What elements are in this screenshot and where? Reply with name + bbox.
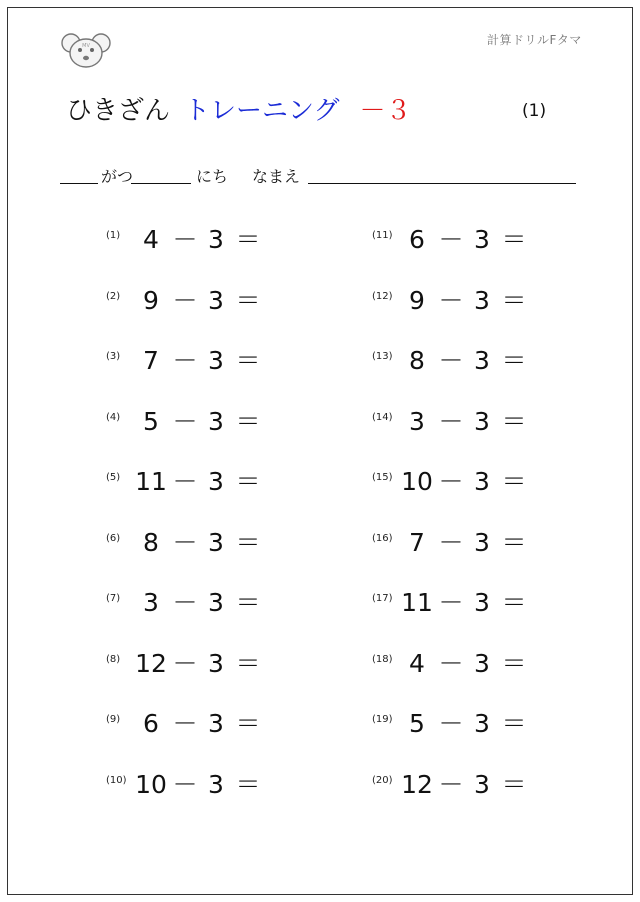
problem-number: (17) (372, 593, 393, 604)
problem-expression (399, 281, 531, 317)
problem-number: (13) (372, 351, 393, 362)
problem-number: (18) (372, 653, 393, 665)
problem-number: (10) (106, 774, 127, 786)
problem-number: (16) (372, 532, 393, 544)
problem-expression (133, 341, 265, 377)
problem-row (372, 462, 549, 496)
answer-space[interactable] (267, 281, 327, 311)
first-operand: 11 (135, 467, 167, 496)
problem-number: (2) (106, 290, 121, 302)
answer-space[interactable] (533, 583, 593, 613)
equals-sign: ＝ (501, 527, 527, 557)
problem-expression (399, 704, 531, 740)
problem-expression (133, 402, 265, 438)
problem-number: (11) (372, 230, 393, 241)
second-operand: 3 (208, 588, 224, 617)
second-operand: 3 (474, 527, 490, 557)
first-operand: 5 (409, 709, 425, 738)
equals-sign: ＝ (235, 225, 261, 254)
first-operand: 3 (409, 406, 425, 436)
minus-sign: － (172, 225, 198, 254)
problem-number: (5) (106, 472, 121, 483)
equals-sign: ＝ (235, 648, 261, 678)
equals-sign: ＝ (235, 346, 261, 375)
second-operand: 3 (474, 769, 490, 799)
minus-sign: － (172, 709, 198, 738)
month-blank[interactable] (60, 183, 98, 184)
answer-space[interactable] (533, 281, 593, 311)
problem-expression (133, 462, 265, 498)
day-blank[interactable] (131, 183, 191, 184)
problem-expression (133, 704, 265, 740)
answer-space[interactable] (533, 704, 593, 734)
second-operand: 3 (208, 648, 224, 678)
first-operand: 7 (409, 527, 425, 557)
answer-space[interactable] (533, 341, 593, 371)
first-operand: 4 (409, 648, 425, 678)
problem-row (106, 341, 283, 375)
problem-row (372, 523, 549, 557)
problem-number: (8) (106, 653, 121, 665)
second-operand: 3 (208, 467, 224, 496)
equals-sign: ＝ (235, 769, 261, 799)
second-operand: 3 (474, 709, 490, 738)
minus-sign: － (172, 527, 198, 557)
svg-text:MV: MV (82, 43, 90, 49)
first-operand: 10 (401, 467, 433, 496)
minus-sign: － (438, 709, 464, 738)
page-title (66, 90, 412, 127)
problem-row (372, 583, 549, 617)
problem-expression (133, 220, 265, 256)
problem-expression (133, 523, 265, 559)
equals-sign: ＝ (501, 285, 527, 315)
second-operand: 3 (208, 285, 224, 315)
problem-row (372, 341, 549, 375)
answer-space[interactable] (533, 523, 593, 553)
problem-expression (399, 341, 531, 377)
answer-space[interactable] (533, 462, 593, 492)
answer-space[interactable] (533, 220, 593, 250)
second-operand: 3 (208, 769, 224, 799)
problem-expression (133, 765, 265, 801)
problem-row (372, 704, 549, 738)
worksheet-page (7, 7, 633, 895)
problem-expression (399, 523, 531, 559)
first-operand: 6 (409, 225, 425, 254)
problem-number: (15) (372, 472, 393, 483)
second-operand: 3 (474, 285, 490, 315)
title-part3: －３ (359, 96, 412, 126)
first-operand: 10 (135, 769, 167, 799)
minus-sign: － (438, 527, 464, 557)
answer-space[interactable] (267, 765, 327, 795)
minus-sign: － (172, 285, 198, 315)
minus-sign: － (438, 588, 464, 617)
mouse-face-icon (61, 31, 111, 69)
second-operand: 3 (208, 406, 224, 436)
second-operand: 3 (474, 406, 490, 436)
first-operand: 11 (401, 588, 433, 617)
equals-sign: ＝ (501, 769, 527, 799)
minus-sign: － (438, 406, 464, 436)
problem-row (106, 462, 283, 496)
first-operand: 12 (401, 769, 433, 799)
problem-row (372, 281, 549, 315)
minus-sign: － (172, 467, 198, 496)
equals-sign: ＝ (501, 225, 527, 254)
problem-row (106, 765, 283, 799)
problem-row (106, 281, 283, 315)
first-operand: 9 (409, 285, 425, 315)
minus-sign: － (172, 588, 198, 617)
answer-space[interactable] (267, 704, 327, 734)
problem-number: (20) (372, 774, 393, 786)
equals-sign: ＝ (501, 467, 527, 496)
first-operand: 6 (143, 709, 159, 738)
second-operand: 3 (474, 346, 490, 375)
problem-number: (1) (106, 230, 121, 241)
second-operand: 3 (208, 527, 224, 557)
second-operand: 3 (474, 467, 490, 496)
first-operand: 4 (143, 225, 159, 254)
problem-row (106, 704, 283, 738)
answer-space[interactable] (267, 402, 327, 432)
first-operand: 3 (143, 588, 159, 617)
day-label: にち (196, 167, 229, 186)
answer-space[interactable] (533, 402, 593, 432)
second-operand: 3 (208, 346, 224, 375)
problem-expression (133, 281, 265, 317)
equals-sign: ＝ (501, 648, 527, 678)
problem-expression (133, 644, 265, 680)
minus-sign: － (172, 648, 198, 678)
second-operand: 3 (208, 709, 224, 738)
equals-sign: ＝ (501, 588, 527, 617)
equals-sign: ＝ (235, 285, 261, 315)
answer-space[interactable] (267, 644, 327, 674)
problem-number: (14) (372, 411, 393, 423)
first-operand: 7 (143, 346, 159, 375)
equals-sign: ＝ (235, 527, 261, 557)
problem-expression (399, 583, 531, 619)
minus-sign: － (172, 769, 198, 799)
problem-expression (133, 583, 265, 619)
equals-sign: ＝ (501, 346, 527, 375)
answer-space[interactable] (533, 765, 593, 795)
minus-sign: － (172, 406, 198, 436)
problem-row (372, 765, 549, 799)
equals-sign: ＝ (235, 588, 261, 617)
problem-number: (3) (106, 351, 121, 362)
minus-sign: － (438, 769, 464, 799)
brand-label: 計算ドリルFタマ (487, 33, 582, 47)
problem-expression (399, 462, 531, 498)
answer-space[interactable] (267, 341, 327, 371)
problem-row (106, 523, 283, 557)
minus-sign: － (438, 648, 464, 678)
equals-sign: ＝ (501, 709, 527, 738)
first-operand: 12 (135, 648, 167, 678)
answer-space[interactable] (533, 644, 593, 674)
problem-row (372, 644, 549, 678)
equals-sign: ＝ (235, 406, 261, 436)
problem-expression (399, 765, 531, 801)
equals-sign: ＝ (501, 406, 527, 436)
name-label: なまえ (252, 167, 301, 186)
problem-row (106, 583, 283, 617)
minus-sign: － (438, 467, 464, 496)
problem-row (372, 402, 549, 436)
answer-space[interactable] (267, 523, 327, 553)
problem-number: (12) (372, 290, 393, 302)
second-operand: 3 (208, 225, 224, 254)
problem-row (106, 220, 283, 254)
problem-row (106, 644, 283, 678)
title-part2: トレーニング (184, 96, 340, 126)
answer-space[interactable] (267, 462, 327, 492)
month-label: がつ (101, 167, 134, 186)
first-operand: 8 (143, 527, 159, 557)
problem-number: (7) (106, 593, 121, 604)
problem-expression (399, 644, 531, 680)
problem-number: (6) (106, 532, 121, 544)
second-operand: 3 (474, 225, 490, 254)
minus-sign: － (438, 346, 464, 375)
problem-number: (9) (106, 714, 121, 725)
name-blank[interactable] (308, 183, 576, 184)
second-operand: 3 (474, 648, 490, 678)
answer-space[interactable] (267, 220, 327, 250)
answer-space[interactable] (267, 583, 327, 613)
first-operand: 5 (143, 406, 159, 436)
problem-number: (4) (106, 411, 121, 423)
second-operand: 3 (474, 588, 490, 617)
title-part1: ひきざん (66, 96, 171, 126)
problem-row (372, 220, 549, 254)
equals-sign: ＝ (235, 467, 261, 496)
problem-expression (399, 220, 531, 256)
equals-sign: ＝ (235, 709, 261, 738)
minus-sign: － (438, 285, 464, 315)
minus-sign: － (172, 346, 198, 375)
minus-sign: － (438, 225, 464, 254)
first-operand: 8 (409, 346, 425, 375)
problem-number: (19) (372, 714, 393, 725)
problem-row (106, 402, 283, 436)
sheet-number: (1) (522, 101, 547, 121)
first-operand: 9 (143, 285, 159, 315)
problem-expression (399, 402, 531, 438)
